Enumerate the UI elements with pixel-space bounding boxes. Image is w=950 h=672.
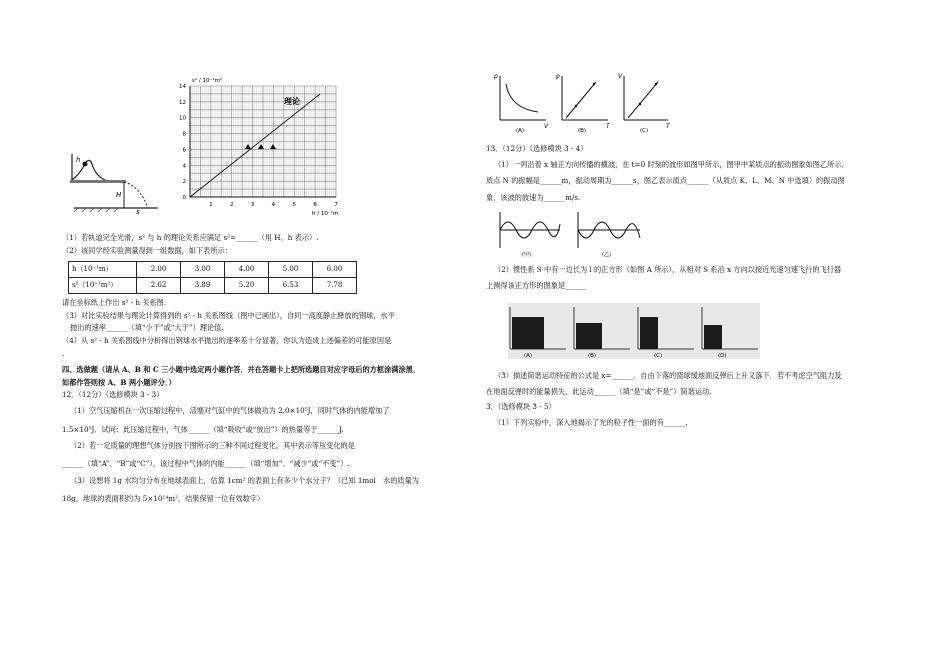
x-tick-label: 2 (229, 202, 234, 208)
gas-process-diagrams (490, 70, 670, 136)
wave-graph-jia (500, 212, 560, 258)
table-head-s2: s²（10⁻¹m²） (69, 278, 137, 294)
table-cell: 5.00 (269, 262, 313, 278)
q11-part4-end: . (62, 348, 65, 358)
axis-label: V (618, 73, 623, 80)
wave-graph-yi (578, 212, 640, 258)
table-row (69, 262, 357, 278)
q12-part1a: （1）空气压缩机在一次压缩过程中，活塞对气缸中的气体做功为 2.0×10⁵J，同时气体的内能增加了 (70, 405, 390, 415)
label-h: h (76, 156, 81, 164)
q12-part3b: 18g，地球的表面积约为 5×10¹⁴m²，结果保留一位有效数字） (62, 493, 265, 503)
y-tick-label: 12 (179, 99, 186, 106)
q11-instruction: 请在坐标纸上作出 s² - h 关系图. (62, 298, 167, 308)
diagram-label: (B) (578, 128, 587, 134)
square-c (638, 307, 694, 359)
wave-label: (甲) (522, 252, 531, 258)
wave-graphs (494, 208, 644, 258)
q13-title: 13．（12分）（选修模块 3 - 4） (486, 144, 588, 153)
photo-label: (B) (588, 353, 597, 359)
y-tick-label: 10 (179, 115, 186, 122)
q11-part1: （1）若轨道完全光滑，s² 与 h 的理论关系应满足 s²=______（用 H、h 表示）. (62, 233, 319, 242)
table-cell: 2.00 (137, 262, 181, 278)
square-d (702, 307, 758, 359)
q13-part1c: 象．该波的波速为______m/s. (486, 192, 581, 202)
diagram-label: (C) (640, 128, 649, 134)
x-tick-label: 4 (271, 202, 276, 208)
graph-ylabel: s² / 10⁻¹m² (192, 78, 223, 84)
label-H: H (116, 191, 122, 199)
x-tick-label: 6 (313, 202, 317, 208)
y-tick-label: 6 (182, 147, 186, 154)
table-cell: 5.20 (225, 278, 269, 294)
q12-part1b: 1.5×10⁵J．试问：此压缩过程中，气体______（填“吸收”或“放出”）的热量等于______J. (62, 424, 344, 434)
photo-label: (A) (524, 353, 533, 359)
q13-part1a: （1）一列沿着 x 轴正方向传播的横波，在 t=0 时刻的波形如图甲所示，图甲中某质点的振动图象如图乙所示． (494, 159, 849, 169)
squares-photo (508, 303, 760, 359)
table-cell: 2.62 (137, 278, 181, 294)
x-tick-label: 1 (209, 202, 213, 208)
axis-label: T (666, 123, 670, 130)
x-tick-label: 3 (250, 202, 255, 208)
square-a (510, 307, 566, 359)
theory-label: 理论 (284, 97, 300, 106)
measurement-table (68, 261, 357, 294)
graph-grid (190, 86, 336, 197)
q12-part3a: （3）设想将 1g 水均匀分布在地球表面上，估算 1cm² 的表面上有多少个水分子？（已知 1mol 水的质量为 (70, 476, 419, 486)
q12-title: 12．（12分）（选修模块 3 - 3） (62, 390, 164, 400)
table-cell: 4.00 (225, 262, 269, 278)
x-tick-label: 5 (292, 202, 297, 208)
y-tick-label: 2 (182, 179, 186, 186)
q11-part3b: 抛出的速率______（填“小于”或“大于”）理论值. (70, 323, 224, 333)
table-head-h: h（10⁻¹m） (69, 262, 137, 278)
q13-part2b: 上测得该正方形的图象是______ (486, 280, 587, 290)
table-row (69, 278, 357, 294)
s2-h-graph (172, 74, 342, 220)
wave-label: (乙) (602, 252, 611, 258)
q13-part1b: 质点 N 的振幅是______m，振动周期为______s，图乙表示质点______（从质点 K、L、M、N 中选填）的振动图 (486, 176, 845, 186)
graph-xlabel: h / 10⁻¹m (312, 211, 339, 217)
q13-part3a: （3）描述简谐运动特征的公式是 x=______．自由下落的篮球缓地面反弹后上升又落下．若不考虑空气阻力及 (494, 371, 842, 380)
q13-part3 (486, 370, 926, 429)
diagram-c (618, 73, 670, 134)
x-tick-label: 7 (334, 202, 338, 208)
axis-label: p (494, 73, 498, 80)
axis-label: T (606, 123, 610, 130)
q3-part1: （1）下列实验中，深入地揭示了光的粒子性一面的有______. (494, 417, 688, 427)
photo-label: (C) (654, 353, 663, 359)
diagram-label: (A) (516, 128, 525, 134)
y-tick-label: 0 (182, 195, 186, 201)
diagram-b (555, 73, 611, 134)
label-s: s (136, 208, 140, 214)
y-tick-label: 8 (182, 131, 186, 138)
y-tick-label: 4 (182, 163, 186, 170)
diagram-a (493, 73, 549, 134)
table-cell: 3.89 (181, 278, 225, 294)
q12-part2b: ______（填“A”、“B”或“C”），该过程中气体的内能______（填“增加”、“减少”或“不变”）. (62, 458, 350, 468)
squares-figure (508, 303, 760, 359)
left-column (62, 232, 482, 506)
table-cell: 7.78 (313, 278, 357, 294)
photo-label: (D) (718, 353, 727, 359)
q11-part4: （4）从 s² - h 关系图线中分析得出钢球水平抛出的速率差十分显著，你认为造成上述偏差的可能原因是 (62, 335, 392, 345)
q13-part3b: 在地面反弹时的能量损失，此运动______（填“是”或“不是”）简谐运动. (486, 386, 712, 396)
q3-title: 3．（选修模块 3 - 5） (486, 402, 556, 412)
q12-part2a: （2）若一定质量的理想气体分别按下图所示的三种不同过程变化，其中表示等压变化的是 (70, 441, 355, 451)
section4-heading: 四、选做题（请从 A、B 和 C 三小题中选定两小题作答．并在答题卡上把所选题目对应字母后的方框涂满涂黑． (62, 365, 421, 375)
y-tick-label: 14 (179, 84, 186, 90)
q11-part3a: （3）对比实验结果与理论计算得到的 s² - h 关系图线（图中已画出），自同一高度静止释放的钢球，水平 (62, 310, 395, 320)
q13-part2 (486, 264, 926, 292)
q11-part2: （2）该同学经实验测量得到一组数据，如下表所示： (62, 245, 232, 255)
table-cell: 6.00 (313, 262, 357, 278)
right-column (486, 143, 926, 204)
square-b (574, 307, 630, 359)
apparatus-figure (66, 150, 162, 214)
table-cell: 3.00 (181, 262, 225, 278)
axis-label: p (556, 73, 560, 80)
axis-label: V (544, 123, 549, 130)
table-cell: 6.53 (269, 278, 313, 294)
q13-part2a: （2）惯性系 S 中有一边长为 l 的正方形（如图 A 所示），从相对 S 系沿 x 方向以接近光速匀速飞行的飞行器 (494, 265, 842, 274)
section4-heading-cont: 如都作答则按 A、B 两小题评分．） (62, 377, 176, 387)
